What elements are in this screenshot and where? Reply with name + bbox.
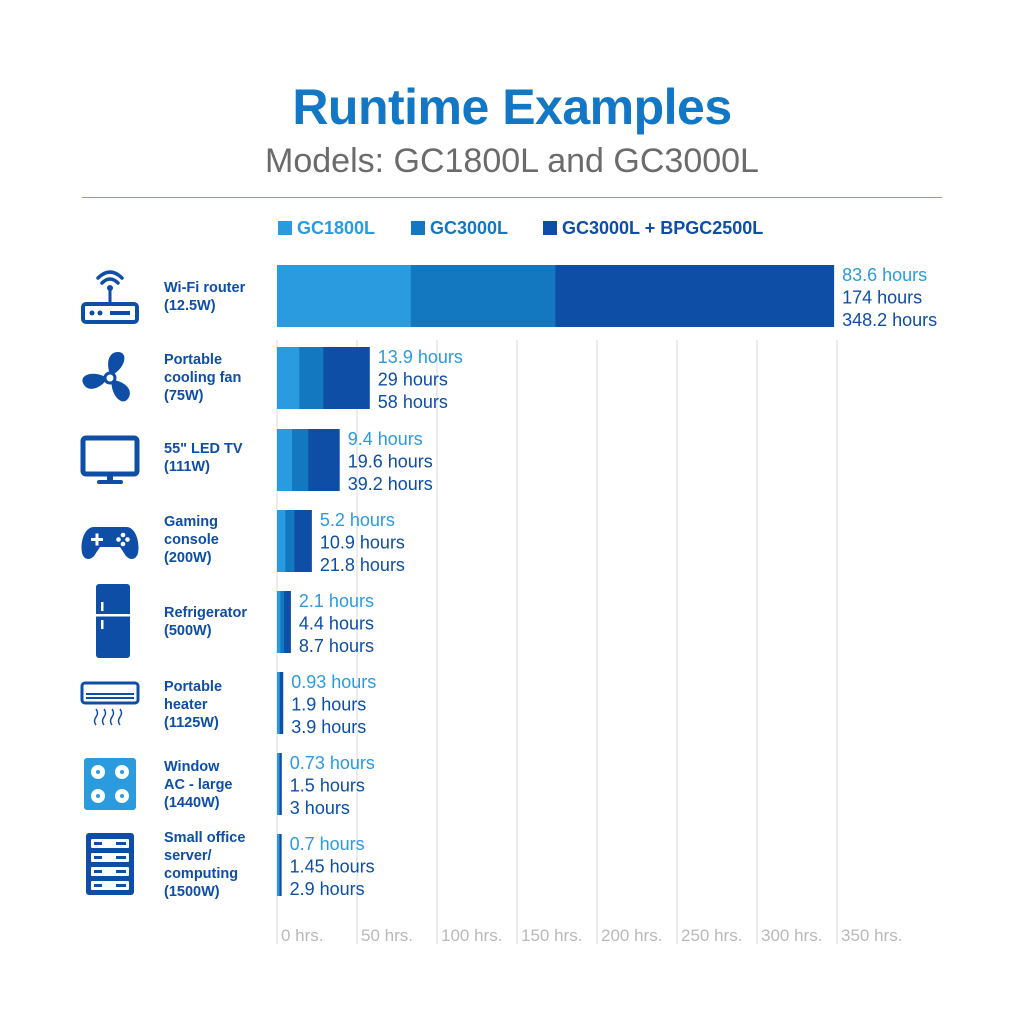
x-tick-label: 150 hrs. (521, 926, 583, 945)
category-label-line: (500W) (164, 623, 212, 639)
window-ac-icon (80, 746, 140, 822)
value-label: 29 hours (377, 369, 448, 390)
refrigerator-icon (80, 584, 140, 660)
value-label: 13.9 hours (377, 347, 463, 367)
value-label: 174 hours (842, 287, 923, 308)
category-label-line: Portable (164, 352, 223, 368)
fan-icon (80, 340, 140, 416)
value-label: 58 hours (377, 392, 448, 412)
server-icon (80, 827, 140, 903)
value-label: 2.1 hours (298, 591, 374, 611)
page-title: Runtime Examples (292, 79, 732, 135)
value-label: 8.7 hours (298, 636, 374, 656)
category-label-line: Window (164, 759, 220, 775)
page-subtitle: Models: GC1800L and GC3000L (265, 142, 759, 180)
category-label-line: Small office (164, 830, 246, 846)
value-label: 4.4 hours (298, 613, 374, 634)
category-label-line: Portable (164, 679, 223, 695)
value-label: 2.9 hours (289, 879, 365, 899)
x-tick-label: 300 hrs. (761, 926, 823, 945)
category-label (164, 513, 279, 567)
legend-label-gc3000l: GC3000L (430, 218, 509, 238)
value-label: 9.4 hours (347, 429, 423, 449)
category-label-line: (1125W) (164, 715, 219, 731)
value-label: 348.2 hours (842, 310, 938, 330)
value-label: 0.7 hours (289, 834, 365, 854)
category-label-line: AC - large (164, 777, 233, 793)
value-label: 39.2 hours (347, 474, 433, 494)
category-label (164, 351, 279, 405)
value-label: 1.5 hours (289, 775, 365, 796)
x-tick-label: 0 hrs. (281, 926, 324, 945)
category-label (164, 758, 279, 812)
legend-label-gc3000l-bpgc2500l: GC3000L + BPGC2500L (562, 218, 764, 238)
category-label (164, 604, 279, 640)
category-label-line: Gaming (164, 514, 218, 530)
category-label-line: Refrigerator (164, 605, 247, 621)
category-label-line: console (164, 532, 219, 548)
tv-icon (80, 422, 140, 498)
x-tick-label: 100 hrs. (441, 926, 503, 945)
category-label-line: computing (164, 866, 239, 882)
value-label: 3 hours (289, 798, 350, 818)
category-label-line: (1440W) (164, 795, 220, 811)
value-label: 1.45 hours (289, 856, 375, 877)
category-label-line: Wi-Fi router (164, 280, 246, 296)
value-label: 10.9 hours (319, 532, 405, 553)
category-label (164, 440, 279, 476)
category-label-line: (1500W) (164, 884, 220, 900)
wifi-router-icon (80, 258, 140, 334)
bar-gc1800l (277, 265, 411, 327)
legend-label-gc1800l: GC1800L (297, 218, 376, 238)
value-label: 1.9 hours (291, 694, 367, 715)
bar-gc1800l (277, 347, 299, 409)
x-tick-label: 50 hrs. (361, 926, 413, 945)
category-label-line: server/ (164, 848, 212, 864)
value-label: 5.2 hours (319, 510, 395, 530)
category-label-line: (12.5W) (164, 298, 216, 314)
value-label: 21.8 hours (319, 555, 405, 575)
bar-gc1800l (277, 429, 292, 491)
x-tick-label: 350 hrs. (841, 926, 903, 945)
category-label-line: cooling fan (164, 370, 242, 386)
category-label (164, 678, 279, 732)
value-label: 83.6 hours (842, 265, 928, 285)
category-label (164, 279, 279, 315)
category-label-line: (111W) (164, 459, 210, 475)
x-tick-label: 200 hrs. (601, 926, 663, 945)
category-label-line: 55" LED TV (164, 441, 243, 457)
value-label: 19.6 hours (347, 451, 433, 472)
category-label-line: heater (164, 697, 208, 713)
x-tick-label: 250 hrs. (681, 926, 743, 945)
category-label-line: (200W) (164, 550, 212, 566)
category-label (164, 829, 279, 901)
value-label: 3.9 hours (291, 717, 367, 737)
value-label: 0.73 hours (289, 753, 375, 773)
heater-icon (80, 665, 140, 741)
gamepad-icon (80, 503, 140, 579)
category-label-line: (75W) (164, 388, 204, 404)
value-label: 0.93 hours (291, 672, 377, 692)
